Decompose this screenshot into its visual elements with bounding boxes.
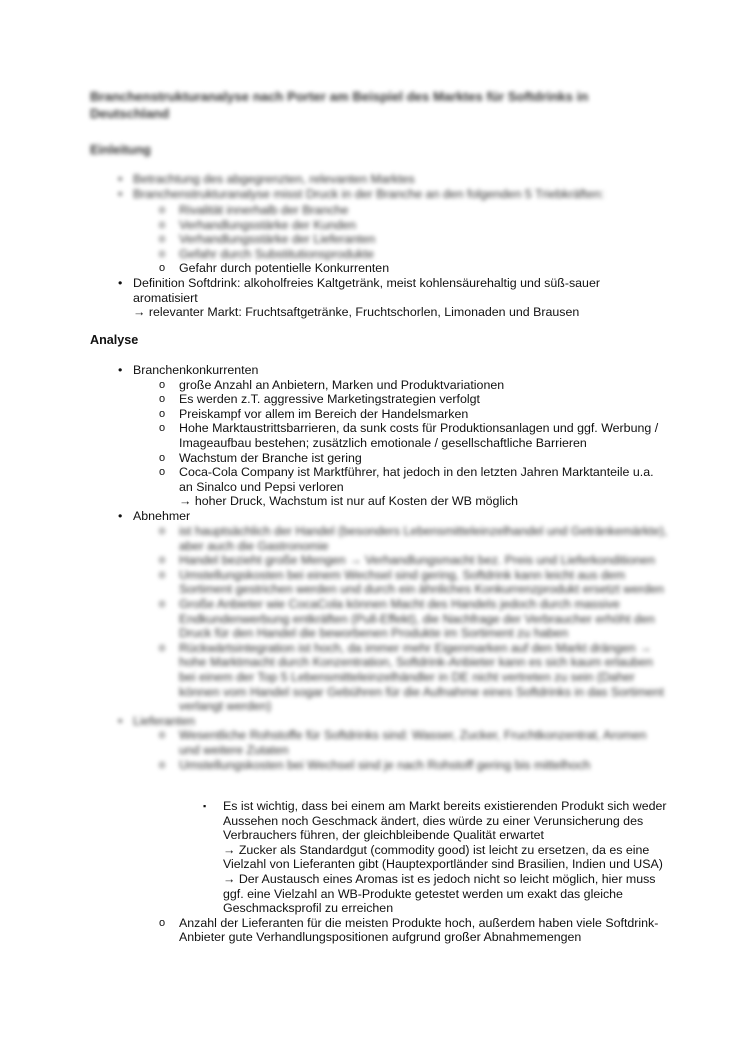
- list-item: [0, 597, 750, 641]
- list-item-text: Abnehmer: [133, 508, 191, 523]
- list-item: [0, 276, 750, 320]
- circle-marker: o: [159, 422, 166, 435]
- list-item-text: Es ist wichtig, dass bei einem am Markt bereits existierenden Produkt sich weder Aussehen noch Geschmack ändert, dies würde zu einer Verunsicherung des Verbrauchers führen, der gleichbleibende Qualität erwartet: [223, 799, 667, 843]
- list-item: [0, 758, 750, 773]
- list-item: [0, 714, 750, 729]
- circle-marker: o: [159, 247, 166, 260]
- list-item: [0, 247, 750, 262]
- list-item-text: Umstellungskosten bei einem Wechsel sind gering, Softdrink kann leicht aus dem Sortiment gestrichen werden und durch ein ähnliches Konkurrenzprodukt ersetzt werden: [179, 567, 664, 597]
- list-item-text: Anzahl der Lieferanten für die meisten Produkte hoch, außerdem haben viele Softdrink-Anbieter gute Verhandlungspositionen aufgrund großer Abnahmemengen: [179, 915, 659, 945]
- list-item-text: Rückwärtsintegration ist hoch, da immer mehr Eigenmarken auf den Markt drängen → hohe Marktmacht durch Konzentration, Softdrink-Anbieter kann es sich kaum erlauben bei einem der Top 5 Lebensmitteleinzelhändler in DE nicht vertreten zu sein (Daher können vom Handel sogar Gebühren für die Aufnahme eines Softdrinks in das Sortiment verlangt werden): [179, 640, 664, 714]
- square-marker: ▪: [203, 801, 207, 811]
- list-item-text: Preiskampf vor allem im Bereich der Handelsmarken: [179, 406, 469, 421]
- circle-marker: o: [159, 597, 166, 610]
- definition-list: [0, 276, 750, 320]
- circle-marker: o: [159, 233, 166, 246]
- circle-marker: o: [159, 916, 166, 929]
- list-item-text: Hohe Marktaustrittsbarrieren, da sunk costs für Produktionsanlagen und ggf. Werbung / Imageaufbau bestehen; zusätzlich emotionale / gesellschaftliche Barrieren: [179, 421, 659, 450]
- list-item-text: Verhandlungsstärke der Lieferanten: [179, 232, 376, 247]
- bullet-marker: •: [118, 186, 123, 201]
- bullet-marker: •: [118, 713, 123, 728]
- list-item: [0, 465, 750, 509]
- list-item: [0, 641, 750, 714]
- circle-marker: o: [159, 568, 166, 581]
- list-item-text: Coca-Cola Company ist Marktführer, hat jedoch in den letzten Jahren Marktanteile u.a. an Sinalco und Pepsi verloren: [179, 465, 654, 494]
- list-item-text: Branchenstrukturanalyse misst Druck in der Branche an den folgenden 5 Triebkräften:: [133, 186, 605, 201]
- list-item: [0, 421, 750, 450]
- circle-marker: o: [159, 451, 166, 464]
- list-item: [0, 378, 750, 393]
- list-item: [0, 509, 750, 524]
- list-item-text: Umstellungskosten bei Wechsel sind je nach Rohstoff gering bis mittelhoch: [179, 757, 591, 772]
- bullet-marker: •: [118, 363, 123, 377]
- list-item-text: Verhandlungsstärke der Kunden: [179, 217, 357, 232]
- circle-marker: o: [159, 204, 166, 216]
- list-item-text: Gefahr durch potentielle Konkurrenten: [179, 261, 390, 276]
- circle-marker: o: [159, 466, 166, 479]
- bullet-marker: •: [118, 276, 123, 290]
- circle-marker: o: [159, 641, 166, 654]
- einleitung-list: [0, 172, 750, 201]
- circle-marker: o: [159, 378, 166, 391]
- forces-list: [0, 203, 750, 276]
- list-item: [0, 187, 750, 202]
- definition-continuation: → relevanter Markt: Fruchtsaftgetränke, Fruchtschorlen, Limonaden und Brausen: [133, 305, 580, 320]
- list-item-text: Rivalität innerhalb der Branche: [179, 203, 349, 217]
- list-item-text: Es werden z.T. aggressive Marketingstrategien verfolgt: [179, 392, 480, 407]
- list-item: [0, 232, 750, 247]
- list-item: [0, 392, 750, 407]
- list-item: [0, 916, 750, 945]
- list-item: [0, 261, 750, 276]
- list-item-continuation: → Zucker als Standardgut (commodity good) ist leicht zu ersetzen, da es eine Vielzahl von Lieferanten gibt (Hauptexportländer sind Brasilien, Indien und USA): [223, 842, 663, 872]
- circle-marker: o: [159, 525, 166, 537]
- definition-text: Definition Softdrink: alkoholfreies Kaltgetränk, meist kohlensäurehaltig und süß-sauer aromatisiert: [133, 276, 600, 305]
- list-item: [0, 407, 750, 422]
- circle-marker: o: [159, 407, 166, 420]
- list-item-continuation: → Der Austausch eines Aromas ist es jedoch nicht so leicht möglich, hier muss ggf. eine Vielzahl an WB-Produkte getestet werden um exakt das gleiche Geschmacksprofil zu erreichen: [223, 871, 656, 916]
- list-item: [0, 799, 750, 916]
- bullet-marker: •: [118, 508, 123, 523]
- circle-marker: o: [159, 218, 166, 231]
- lieferanten-detail-list: [0, 799, 750, 945]
- list-item-text: Gefahr durch Substitutionsprodukte: [179, 246, 374, 261]
- list-item: [0, 553, 750, 568]
- list-item: [0, 568, 750, 597]
- list-item-text: Handel bezieht große Mengen → Verhandlungsmacht bez. Preis und Lieferkonditionen: [179, 553, 655, 568]
- list-item-text: Betrachtung des abgegrenzten, relevanten Marktes: [133, 172, 415, 186]
- list-item-text: Wachstum der Branche ist gering: [179, 450, 362, 465]
- list-item-continuation: → hoher Druck, Wachstum ist nur auf Kosten der WB möglich: [179, 494, 519, 509]
- circle-marker: o: [159, 729, 166, 742]
- circle-marker: o: [159, 393, 166, 406]
- list-item-text: Lieferanten: [133, 713, 196, 728]
- circle-marker: o: [159, 758, 166, 771]
- bullet-marker: •: [118, 172, 123, 186]
- page-title: Branchenstrukturanalyse nach Porter am Beispiel des Marktes für Softdrinks in Deutschland: [90, 89, 589, 121]
- list-item-text: große Anzahl an Anbietern, Marken und Produktvariationen: [179, 377, 505, 392]
- abnehmer-list: [0, 524, 750, 772]
- circle-marker: o: [159, 262, 166, 275]
- list-item: [0, 524, 750, 553]
- circle-marker: o: [159, 554, 166, 567]
- list-item-text: Branchenkonkurrenten: [133, 363, 259, 377]
- section-heading-analyse: Analyse: [90, 333, 139, 347]
- list-item: [0, 203, 750, 218]
- section-heading-einleitung: Einleitung: [90, 143, 151, 157]
- list-item: [0, 728, 750, 757]
- list-item: [0, 218, 750, 233]
- list-item-text: ist hauptsächlich der Handel (besonders Lebensmitteleinzelhandel und Getränkemärkte), aber auch die Gastronomie: [179, 524, 668, 553]
- list-item: [0, 363, 750, 378]
- konkurrenten-list: [0, 363, 750, 524]
- list-item-text: Wesentliche Rohstoffe für Softdrinks sind: Wasser, Zucker, Fruchtkonzentrat, Aromen und weitere Zutaten: [179, 728, 647, 757]
- list-item: [0, 451, 750, 466]
- list-item-text: Große Anbieter wie CocaCola können Macht des Handels jedoch durch massive Endkundenwerbung entkräften (Pull-Effekt), die Nachfrage der Verbraucher erhöht den Druck für den Handel die beworbenen Produkte im Sortiment zu haben: [179, 596, 655, 641]
- list-item: [0, 172, 750, 187]
